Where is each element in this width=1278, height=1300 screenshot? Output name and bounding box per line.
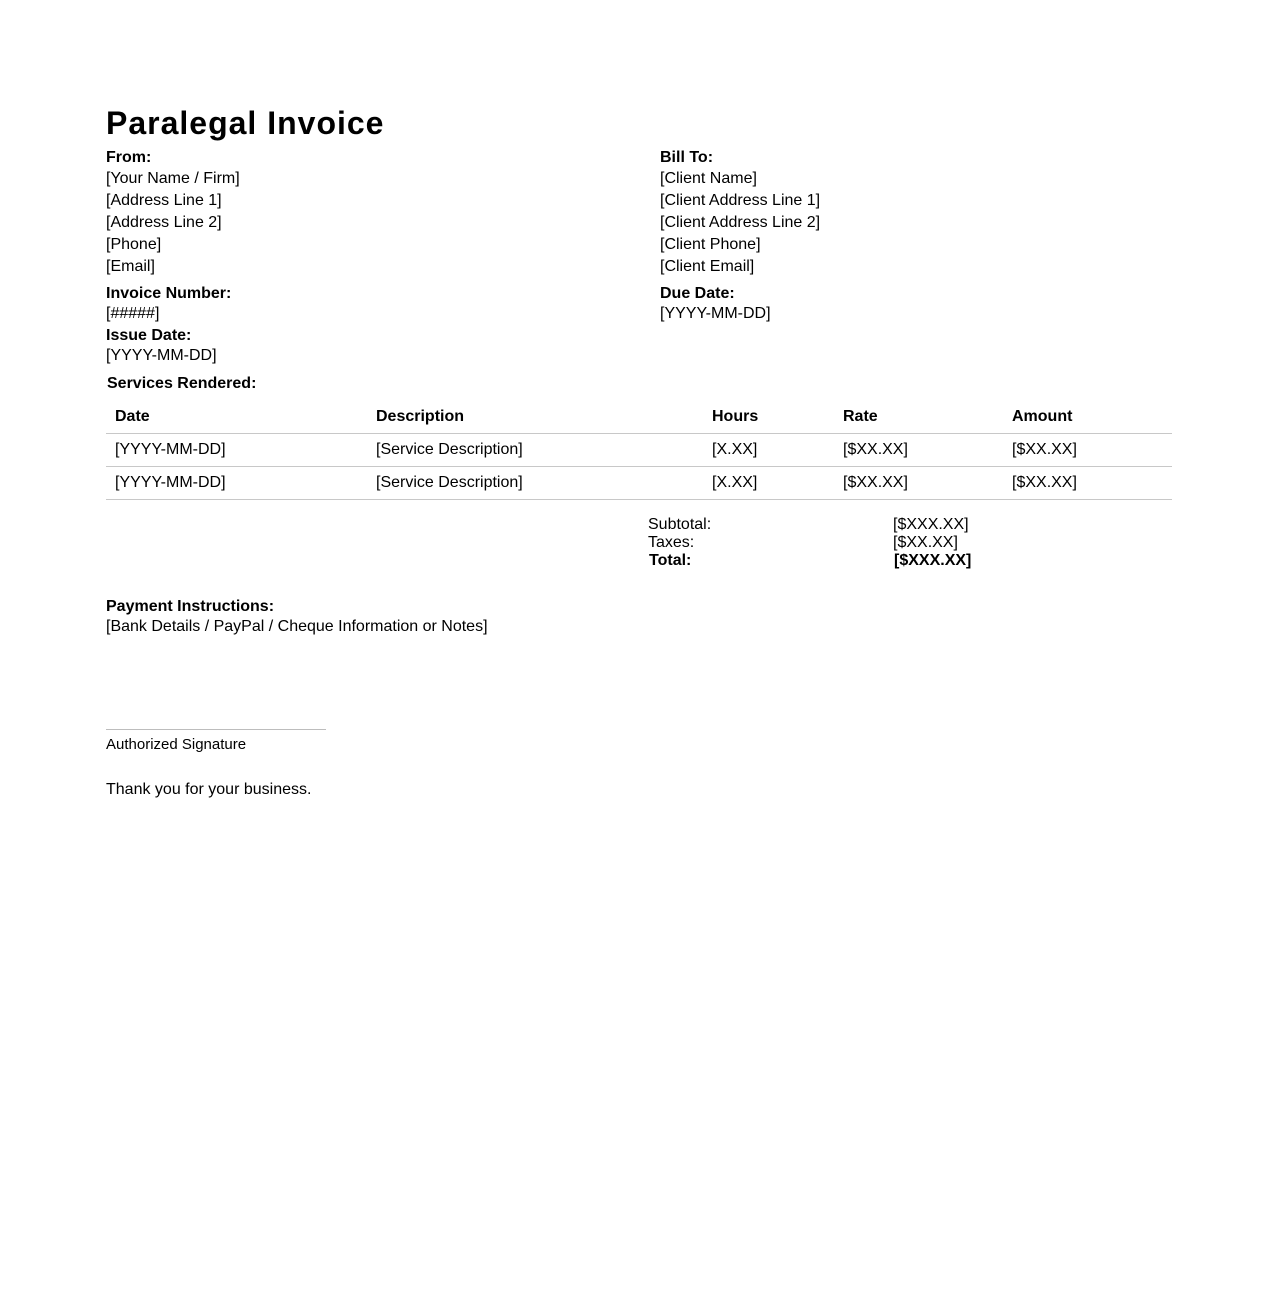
services-heading: Services Rendered: (107, 375, 257, 392)
cell-amount: [$XX.XX] (1003, 467, 1172, 500)
total-value: [$XXX.XX] (894, 552, 972, 569)
from-address-1: [Address Line 1] (106, 192, 222, 209)
from-phone: [Phone] (106, 236, 162, 253)
col-date: Date (106, 401, 367, 434)
bill-to-block (660, 148, 820, 278)
cell-rate: [$XX.XX] (834, 434, 1003, 467)
client-address-2: [Client Address Line 2] (660, 214, 821, 231)
cell-hours: [X.XX] (703, 467, 834, 500)
invoice-number-label: Invoice Number: (106, 285, 232, 302)
cell-description: [Service Description] (367, 467, 703, 500)
from-name: [Your Name / Firm] (106, 170, 240, 187)
cell-rate: [$XX.XX] (834, 467, 1003, 500)
due-date-value: [YYYY-MM-DD] (660, 305, 771, 322)
client-name: [Client Name] (660, 170, 757, 187)
col-hours: Hours (703, 401, 834, 434)
taxes-row (648, 534, 971, 552)
table-row (106, 434, 1172, 467)
taxes-value: [$XX.XX] (893, 534, 958, 551)
client-phone: [Client Phone] (660, 236, 761, 253)
total-label: Total: (649, 552, 692, 569)
signature-line (106, 729, 326, 730)
signature-label: Authorized Signature (106, 736, 247, 753)
from-email: [Email] (106, 258, 155, 275)
due-date-block (660, 284, 771, 324)
col-description: Description (367, 401, 703, 434)
subtotal-row (648, 516, 971, 534)
thank-you-note: Thank you for your business. (106, 781, 312, 798)
table-row (106, 467, 1172, 500)
cell-amount: [$XX.XX] (1003, 434, 1172, 467)
invoice-title: Paralegal Invoice (106, 105, 385, 141)
payment-text: [Bank Details / PayPal / Cheque Information or Notes] (106, 618, 488, 635)
cell-hours: [X.XX] (703, 434, 834, 467)
subtotal-label: Subtotal: (648, 516, 712, 533)
issue-date-value: [YYYY-MM-DD] (106, 347, 217, 364)
subtotal-value: [$XXX.XX] (893, 516, 969, 533)
client-address-1: [Client Address Line 1] (660, 192, 821, 209)
from-address-2: [Address Line 2] (106, 214, 222, 231)
client-email: [Client Email] (660, 258, 755, 275)
payment-block (106, 597, 488, 637)
invoice-meta (106, 284, 231, 366)
from-label: From: (106, 149, 152, 166)
col-rate: Rate (834, 401, 1003, 434)
bill-to-label: Bill To: (660, 149, 714, 166)
cell-date: [YYYY-MM-DD] (106, 467, 367, 500)
taxes-label: Taxes: (648, 534, 695, 551)
table-header-row (106, 401, 1172, 434)
from-block (106, 148, 240, 278)
col-amount: Amount (1003, 401, 1172, 434)
invoice-number-value: [#####] (106, 305, 160, 322)
cell-date: [YYYY-MM-DD] (106, 434, 367, 467)
services-table (106, 401, 1172, 500)
payment-label: Payment Instructions: (106, 598, 275, 615)
due-date-label: Due Date: (660, 285, 735, 302)
cell-description: [Service Description] (367, 434, 703, 467)
issue-date-label: Issue Date: (106, 327, 192, 344)
totals-block (648, 516, 971, 570)
total-row (648, 552, 971, 570)
